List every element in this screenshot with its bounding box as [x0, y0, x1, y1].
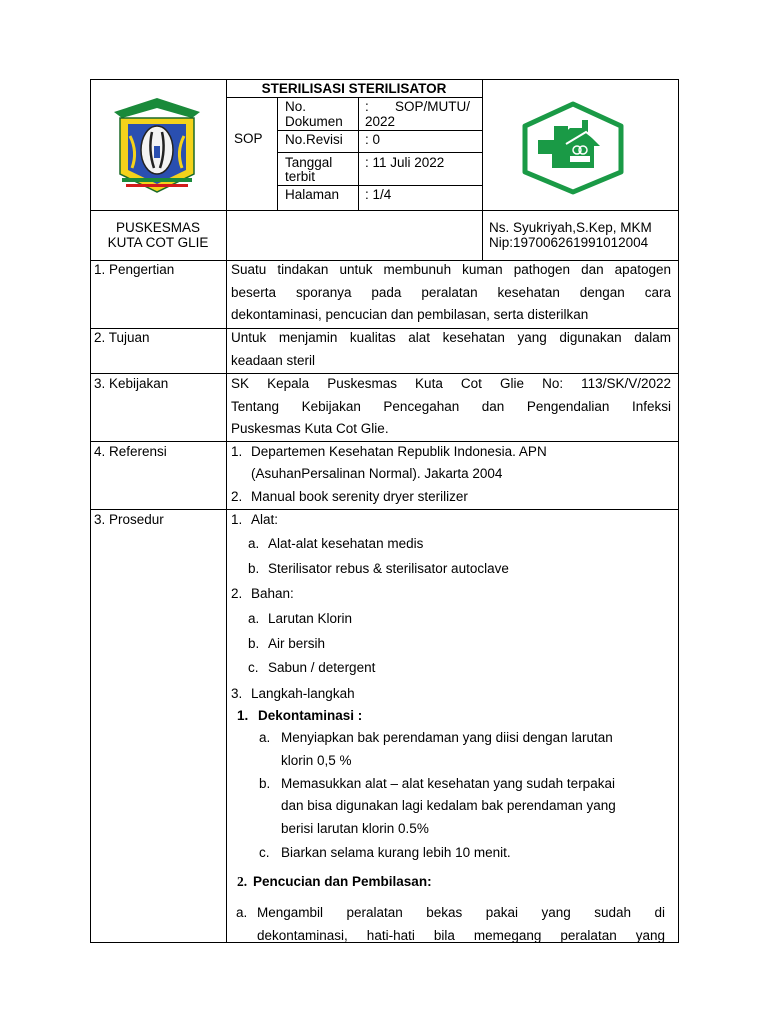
meta-line-3 — [277, 185, 483, 186]
kebijakan-line: SK Kepala Puskesmas Kuta Cot Glie No: 113/SK/V/2022 — [231, 376, 671, 391]
bahan-c-letter: c. — [248, 660, 259, 675]
header-right-divider — [482, 79, 483, 261]
bahan-number: 2. — [231, 586, 243, 601]
pengertian-line: Suatu tindakan untuk membunuh kuman pathogen dan apatogen — [231, 262, 671, 277]
halaman-value: : 1/4 — [365, 187, 392, 202]
section-label-pengertian: 1. Pengertian — [94, 262, 175, 277]
referensi-item-2-line-1: Manual book serenity dryer sterilizer — [251, 489, 468, 504]
pencucian-heading: Pencucian dan Pembilasan: — [253, 874, 432, 889]
pengertian-text — [231, 259, 671, 327]
section-label-tujuan: 2. Tujuan — [94, 330, 150, 345]
meta-line-1 — [277, 130, 483, 131]
dekon-a-line-2: klorin 0,5 % — [281, 753, 352, 768]
dekon-a-line-1: Menyiapkan bak perendaman yang diisi dengan larutan — [281, 730, 613, 745]
bahan-a-text: Larutan Klorin — [268, 611, 353, 626]
signer-name: Ns. Syukriyah,S.Kep, MKM — [489, 220, 652, 235]
tujuan-line: keadaan steril — [231, 352, 316, 368]
dekon-a-letter: a. — [259, 730, 271, 745]
pencucian-number: 2. — [237, 874, 248, 889]
referensi-item-2-number: 2. — [231, 489, 243, 504]
header-row-line — [90, 210, 679, 211]
tujuan-text — [231, 327, 671, 372]
tanggal-label-2: terbit — [285, 169, 316, 184]
referensi-item-1-line-2: (AsuhanPersalinan Normal). Jakarta 2004 — [251, 466, 503, 481]
aceh-besar-crest-icon — [112, 96, 202, 196]
institution-name-2: KUTA COT GLIE — [107, 235, 209, 250]
tujuan-line: Untuk menjamin kualitas alat kesehatan yang digunakan dalam — [231, 330, 671, 345]
alat-a-letter: a. — [248, 536, 260, 551]
section-label-referensi: 4. Referensi — [94, 444, 167, 459]
no-dokumen-value-2: 2022 — [365, 114, 396, 129]
table-top-border — [90, 79, 679, 80]
puskesmas-cross-logo-icon — [520, 100, 626, 196]
row-line-kebijakan — [90, 441, 679, 442]
langkah-number: 3. — [231, 686, 243, 701]
document-title: STERILISASI STERILISATOR — [261, 81, 447, 96]
alat-heading: Alat: — [251, 512, 279, 527]
pengertian-line: dekontaminasi, pencucian dan pembilasan, serta disterilkan — [231, 307, 589, 322]
sop-label: SOP — [234, 131, 263, 146]
no-revisi-value: : 0 — [365, 132, 381, 147]
dekon-c-line-1: Biarkan selama kurang lebih 10 menit. — [281, 845, 511, 860]
section-label-kebijakan: 3. Kebijakan — [94, 376, 169, 391]
tanggal-label-1: Tanggal — [285, 155, 333, 170]
institution-name-1: PUSKESMAS — [115, 220, 201, 235]
referensi-item-1-number: 1. — [231, 444, 243, 459]
bahan-a-letter: a. — [248, 611, 260, 626]
dekon-b-line-2: dan bisa digunakan lagi kedalam bak perendaman yang — [281, 798, 616, 813]
pencucian-a-line: dekontaminasi, hati-hati bila memegang peralatan yang — [257, 927, 665, 943]
dekon-b-letter: b. — [259, 776, 271, 791]
no-dokumen-value-1: : SOP/MUTU/ — [365, 99, 471, 114]
no-dokumen-label-2: Dokumen — [285, 114, 343, 129]
bahan-heading: Bahan: — [251, 586, 294, 601]
pencucian-a-letter: a. — [236, 905, 248, 920]
dekontaminasi-number: 1. — [237, 708, 249, 723]
bahan-b-letter: b. — [248, 636, 260, 651]
kebijakan-line: Tentang Kebijakan Pencegahan dan Pengendalian Infeksi — [231, 398, 671, 414]
pengertian-line: beserta sporanya pada peralatan kesehatan dengan cara — [231, 284, 671, 300]
no-dokumen-label-1: No. — [285, 99, 307, 114]
no-revisi-label: No.Revisi — [285, 132, 343, 147]
dekon-b-line-1: Memasukkan alat – alat kesehatan yang sudah terpakai — [281, 776, 615, 791]
meta-value-divider — [358, 97, 359, 210]
halaman-label: Halaman — [285, 187, 340, 202]
section-label-prosedur: 3. Prosedur — [94, 512, 164, 527]
dekon-b-line-3: berisi larutan klorin 0.5% — [281, 821, 429, 836]
table-right-border — [678, 79, 679, 943]
kebijakan-text — [231, 373, 671, 441]
langkah-heading: Langkah-langkah — [251, 686, 355, 701]
alat-a-text: Alat-alat kesehatan medis — [268, 536, 424, 551]
sop-divider — [277, 97, 278, 210]
dekon-c-letter: c. — [259, 845, 270, 860]
tanggal-value: : 11 Juli 2022 — [365, 155, 445, 170]
alat-number: 1. — [231, 512, 243, 527]
bahan-c-text: Sabun / detergent — [268, 660, 376, 675]
row-line-referensi — [90, 509, 679, 510]
alat-b-letter: b. — [248, 561, 260, 576]
alat-b-text: Sterilisator rebus & sterilisator autoclave — [268, 561, 509, 576]
referensi-item-1-line-1: Departemen Kesehatan Republik Indonesia. APN — [251, 444, 547, 459]
pencucian-a-text — [257, 902, 665, 947]
table-left-border — [90, 79, 91, 943]
dekontaminasi-heading: Dekontaminasi : — [258, 708, 363, 723]
bahan-b-text: Air bersih — [268, 636, 326, 651]
signer-nip: Nip:197006261991012004 — [489, 235, 649, 250]
pencucian-a-line: Mengambil peralatan bekas pakai yang sudah di — [257, 905, 665, 920]
kebijakan-line: Puskesmas Kuta Cot Glie. — [231, 421, 389, 436]
title-bottom-line — [226, 97, 483, 98]
label-column-divider — [226, 79, 227, 943]
meta-line-2 — [277, 152, 483, 153]
